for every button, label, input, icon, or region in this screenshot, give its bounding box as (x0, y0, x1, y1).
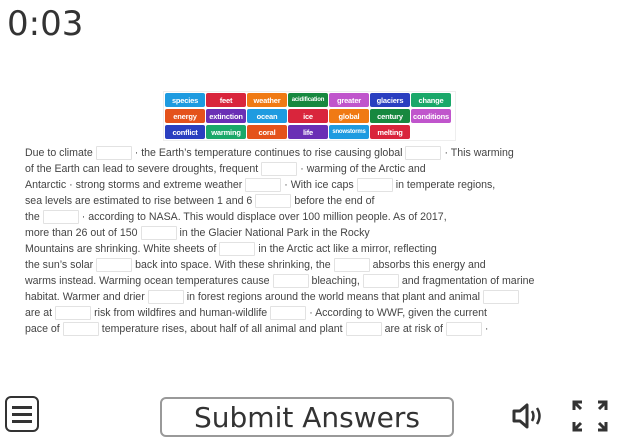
answer-blank-8[interactable] (141, 226, 177, 240)
answer-blank-10[interactable] (96, 258, 132, 272)
answer-blank-20[interactable] (446, 322, 482, 336)
passage-text: in forest regions around the world means that plant and animal (186, 291, 480, 303)
passage-line (25, 321, 605, 337)
word-tile-coral[interactable]: coral (247, 125, 287, 139)
answer-blank-7[interactable] (43, 210, 79, 224)
answer-blank-13[interactable] (363, 274, 399, 288)
word-bank (163, 91, 456, 141)
timer: 0:03 (7, 4, 84, 44)
passage-text: pace of (25, 323, 60, 335)
passage-text: in the Arctic act like a mirror, reflecting (258, 243, 437, 255)
answer-blank-5[interactable] (357, 178, 393, 192)
answer-blank-15[interactable] (483, 290, 519, 304)
passage-text: the sun’s solar (25, 259, 94, 271)
passage-text: bleaching, (311, 275, 360, 287)
passage-text: · This warming (444, 147, 514, 159)
passage-text: habitat. Warmer and drier (25, 291, 145, 303)
passage-text: in temperate regions, (395, 179, 496, 191)
passage-text: are at (25, 307, 53, 319)
word-tile-melting[interactable]: melting (370, 125, 410, 139)
passage-text: are at risk of (384, 323, 443, 335)
passage-text: Mountains are shrinking. White sheets of (25, 243, 217, 255)
answer-blank-12[interactable] (273, 274, 309, 288)
passage-text: · (484, 323, 489, 335)
answer-blank-2[interactable] (405, 146, 441, 160)
passage-line (25, 161, 605, 177)
passage-text: temperature rises, about half of all animal and plant (101, 323, 343, 335)
word-tile-life[interactable]: life (288, 125, 328, 139)
fullscreen-button[interactable] (570, 398, 610, 434)
passage-text: absorbs this energy and (372, 259, 486, 271)
answer-blank-11[interactable] (334, 258, 370, 272)
passage-text: · According to WWF, given the current (309, 307, 487, 319)
word-tile-acidification[interactable]: acidification (288, 93, 328, 107)
passage-text: Due to climate (25, 147, 93, 159)
sound-button[interactable] (510, 402, 550, 430)
passage-text: in the Glacier National Park in the Rocky (179, 227, 370, 239)
word-tile-ice[interactable]: ice (288, 109, 328, 123)
menu-button[interactable] (5, 396, 39, 432)
answer-blank-3[interactable] (261, 162, 297, 176)
answer-blank-17[interactable] (270, 306, 306, 320)
submit-answers-button[interactable]: Submit Answers (160, 397, 454, 437)
passage-text: sea levels are estimated to rise between 1 and 6 (25, 195, 253, 207)
passage-text: more than 26 out of 150 (25, 227, 138, 239)
word-tile-weather[interactable]: weather (247, 93, 287, 107)
word-tile-extinction[interactable]: extinction (206, 109, 246, 123)
answer-blank-4[interactable] (245, 178, 281, 192)
answer-blank-6[interactable] (255, 194, 291, 208)
passage-line (25, 145, 605, 161)
passage-line (25, 193, 605, 209)
bottom-bar (0, 394, 617, 438)
word-tile-change[interactable]: change (411, 93, 451, 107)
speaker-icon (510, 402, 550, 430)
passage-text: the (25, 211, 40, 223)
hamburger-line (12, 420, 32, 423)
passage-text: · warming of the Arctic and (300, 163, 426, 175)
passage (25, 145, 605, 337)
passage-text: · With ice caps (284, 179, 354, 191)
passage-text: before the end of (294, 195, 375, 207)
passage-line (25, 241, 605, 257)
word-tile-warming[interactable]: warming (206, 125, 246, 139)
passage-text: back into space. With these shrinking, the (135, 259, 331, 271)
word-tile-greater[interactable]: greater (329, 93, 369, 107)
word-tile-century[interactable]: century (370, 109, 410, 123)
hamburger-line (12, 413, 32, 416)
passage-text: of the Earth can lead to severe droughts, frequent (25, 163, 259, 175)
word-tile-snowstorms[interactable]: snowstorms (329, 125, 369, 139)
hamburger-menu-icon (12, 406, 32, 409)
passage-line (25, 225, 605, 241)
fullscreen-icon (570, 398, 610, 434)
passage-text: risk from wildfires and human-wildlife (94, 307, 268, 319)
passage-line (25, 209, 605, 225)
word-tile-global[interactable]: global (329, 109, 369, 123)
word-tile-feet[interactable]: feet (206, 93, 246, 107)
word-tile-energy[interactable]: energy (165, 109, 205, 123)
passage-line (25, 273, 605, 289)
passage-text: · the Earth’s temperature continues to rise causing global (134, 147, 403, 159)
word-tile-conflict[interactable]: conflict (165, 125, 205, 139)
answer-blank-9[interactable] (219, 242, 255, 256)
answer-blank-19[interactable] (346, 322, 382, 336)
passage-text: warms instead. Warming ocean temperatures cause (25, 275, 270, 287)
answer-blank-1[interactable] (96, 146, 132, 160)
word-tile-conditions[interactable]: conditions (411, 109, 451, 123)
passage-text: · according to NASA. This would displace over 100 million people. As of 2017, (81, 211, 447, 223)
word-tile-ocean[interactable]: ocean (247, 109, 287, 123)
passage-text: and fragmentation of marine (401, 275, 535, 287)
answer-blank-16[interactable] (55, 306, 91, 320)
word-tile-species[interactable]: species (165, 93, 205, 107)
answer-blank-18[interactable] (63, 322, 99, 336)
passage-line (25, 177, 605, 193)
passage-line (25, 257, 605, 273)
answer-blank-14[interactable] (148, 290, 184, 304)
passage-line (25, 289, 605, 305)
word-tile-glaciers[interactable]: glaciers (370, 93, 410, 107)
passage-line (25, 305, 605, 321)
passage-text: Antarctic · strong storms and extreme weather (25, 179, 243, 191)
